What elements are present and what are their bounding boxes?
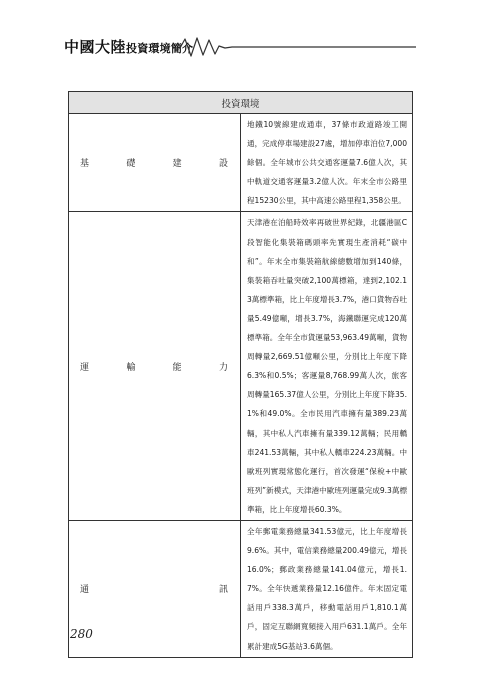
row-category-cell <box>69 520 241 657</box>
row-content: 地鐵10號線建成通車，37條市政道路竣工開通，完成停車場建設27處，增加停車泊位7,000餘個。全年城市公共交通客運量7.6億人次，其中軌道交通客運量3.2億人次。年末全市公路里程15230公里，其中高速公路里程1,358公里。 <box>241 114 413 212</box>
category-char: 設 <box>218 159 228 170</box>
header-title-large: 中國大陸 <box>64 38 127 56</box>
row-content: 天津港在泊船時效率再破世界紀錄，北疆港區C段智能化集裝箱碼頭率先實現生產消耗“碳中和”。年末全市集裝箱航線總數增加到140條，集裝箱吞吐量突破2,100萬標箱，達到2,102.13萬標準箱，比上年度增長3.7%，港口貨物吞吐量5.49億噸，增長3.7%，海鐵聯運完成120萬標準箱。全年全市貨運量53,963.49萬噸，貨物周轉量2,669.51億噸公里，分別比上年度下降6.3%和0.5%；客運量8,768.99萬人次，旅客周轉量165.37億人公里，分別比上年度下降35.1%和49.0%。全市民用汽車擁有量389.23萬輛，其中私人汽車擁有量339.12萬輛；民用轎車241.53萬輛，其中私人轎車224.23萬輛。中歐班列實現常態化運行，首次發運“保稅+中歐班列”新模式，天津港中歐班列運量完成9.3萬標準箱，比上年度增長60.3%。 <box>241 212 413 521</box>
row-content: 全年郵電業務總量341.53億元，比上年度增長9.6%。其中，電信業務總量200.49億元，增長16.0%；郵政業務總量141.04億元，增長1.7%。全年快遞業務量12.16億件。年末固定電話用戶338.3萬戶，移動電話用戶1,810.1萬戶，固定互聯網寬頻接入用戶631.1萬戶。全年累計建成5G基站3.6萬個。 <box>241 520 413 657</box>
table-row-transport <box>69 212 413 521</box>
investment-environment-table <box>68 91 413 658</box>
heartbeat-line-icon <box>172 36 416 58</box>
row-category-label <box>80 582 228 595</box>
row-category-label <box>80 360 228 373</box>
row-category-cell <box>69 114 241 212</box>
category-char: 力 <box>218 362 228 373</box>
row-category-label <box>80 156 228 169</box>
category-char: 礎 <box>126 159 136 170</box>
table-row-infrastructure <box>69 114 413 212</box>
category-char: 建 <box>172 159 182 170</box>
row-category-cell <box>69 212 241 521</box>
table-heading: 投資環境 <box>69 92 413 114</box>
category-char: 能 <box>172 362 182 373</box>
category-char: 輸 <box>126 362 136 373</box>
running-header <box>64 34 416 60</box>
category-char: 運 <box>80 362 90 373</box>
category-char: 基 <box>80 159 90 170</box>
table-header-row <box>69 92 413 114</box>
category-char: 訊 <box>218 585 228 596</box>
table-row-telecom <box>69 520 413 657</box>
page-number: 280 <box>70 627 93 641</box>
category-char: 通 <box>80 585 90 596</box>
header-title-small: 投資環境簡介 <box>126 42 194 55</box>
